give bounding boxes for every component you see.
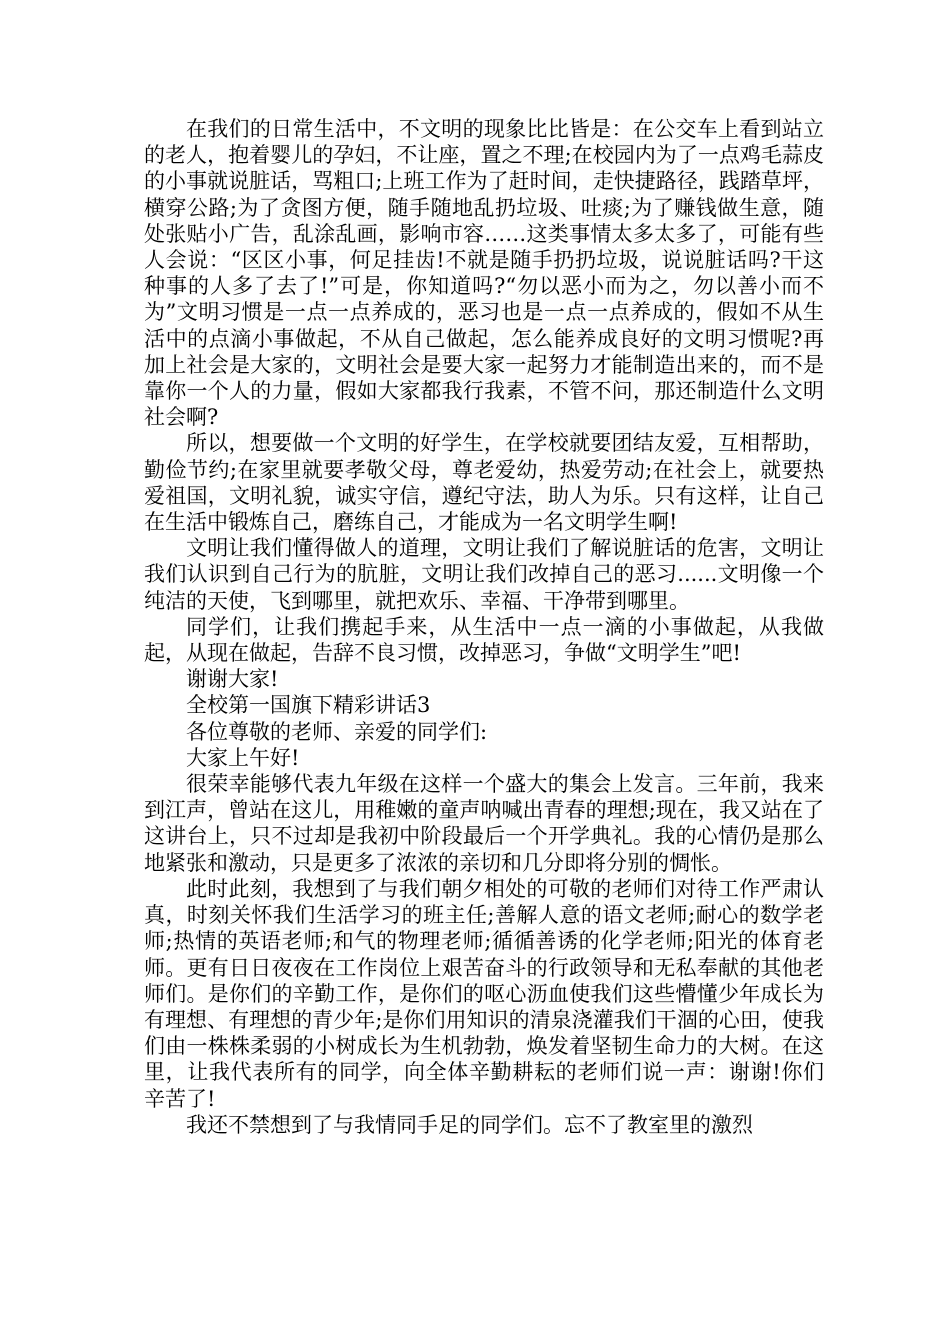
paragraph-civility-phenomena: 在我们的日常生活中，不文明的现象比比皆是：在公交车上看到站立的老人，抱着婴儿的孕妇，不让座，置之不理;在校园内为了一点鸡毛蒜皮的小事就说脏话，骂粗口;上班工作为了赶时间，走快捷路径，践踏草坪，横穿公路;为了贪图方便，随手随地乱扔垃圾、吐痰;为了赚钱做生意，随处张贴小广告，乱涂乱画，影响市容……这类事情太多太多了，可能有些人会说：“区区小事，何足挂齿!不就是随手扔扔垃圾，说说脏话吗?干这种事的人多了去了!”可是，你知道吗?“勿以恶小而为之，勿以善小而不为”文明习惯是一点一点养成的，恶习也是一点一点养成的，假如不从生活中的点滴小事做起，不从自己做起，怎么能养成良好的文明习惯呢?再加上社会是大家的，文明社会是要大家一起努力才能制造出来的，而不是靠你一个人的力量，假如大家都我行我素，不管不问，那还制造什么文明社会啊?: [144, 117, 824, 430]
document-body: [144, 116, 824, 1138]
paragraph-teachers-gratitude: 此时此刻，我想到了与我们朝夕相处的可敬的老师们对待工作严肃认真，时刻关怀我们生活学习的班主任;善解人意的语文老师;耐心的数学老师;热情的英语老师;和气的物理老师;循循善诱的化学老师;阳光的体育老师。更有日日夜夜在工作岗位上艰苦奋斗的行政领导和无私奉献的其他老师们。是你们的辛勤工作，是你们的呕心沥血使我们这些懵懂少年成长为有理想、有理想的青少年;是你们用知识的清泉浇灌我们干涸的心田，使我们由一株株柔弱的小树成长为生机勃勃，焕发着坚韧生命力的大树。在这里，让我代表所有的同学，向全体辛勤耕耘的老师们说一声：谢谢!你们辛苦了!: [144, 876, 824, 1111]
paragraph-classmates: 我还不禁想到了与我情同手足的同学们。忘不了教室里的激烈: [186, 1112, 753, 1137]
paragraph-call-to-action: 同学们，让我们携起手来，从生活中一点一滴的小事做起，从我做起，从现在做起，告辞不良习惯，改掉恶习，争做“文明学生”吧!: [144, 614, 824, 666]
paragraph-civility-teaches: 文明让我们懂得做人的道理，文明让我们了解说脏话的危害，文明让我们认识到自己行为的肮脏，文明让我们改掉自己的恶习......文明像一个纯洁的天使，飞到哪里，就把欢乐、幸福、干净带到哪里。: [144, 536, 824, 613]
paragraph-thanks: 谢谢大家!: [186, 667, 279, 692]
speech-title: 全校第一国旗下精彩讲话3: [186, 693, 431, 718]
salutation: 各位尊敬的老师、亲爱的同学们:: [186, 719, 488, 744]
paragraph-be-civil-student: 所以，想要做一个文明的好学生，在学校就要团结友爱，互相帮助，勤俭节约;在家里就要孝敬父母，尊老爱幼，热爱劳动;在社会上，就要热爱祖国，文明礼貌，诚实守信，遵纪守法，助人为乐。只有这样，让自己在生活中锻炼自己，磨练自己，才能成为一名文明学生啊!: [144, 431, 824, 535]
greeting: 大家上午好!: [186, 745, 300, 770]
paragraph-honored-to-speak: 很荣幸能够代表九年级在这样一个盛大的集会上发言。三年前，我来到江声，曾站在这儿，用稚嫩的童声呐喊出青春的理想;现在，我又站在了这讲台上，只不过却是我初中阶段最后一个开学典礼。我的心情仍是那么地紧张和激动，只是更多了浓浓的亲切和几分即将分别的惆怅。: [144, 772, 824, 875]
